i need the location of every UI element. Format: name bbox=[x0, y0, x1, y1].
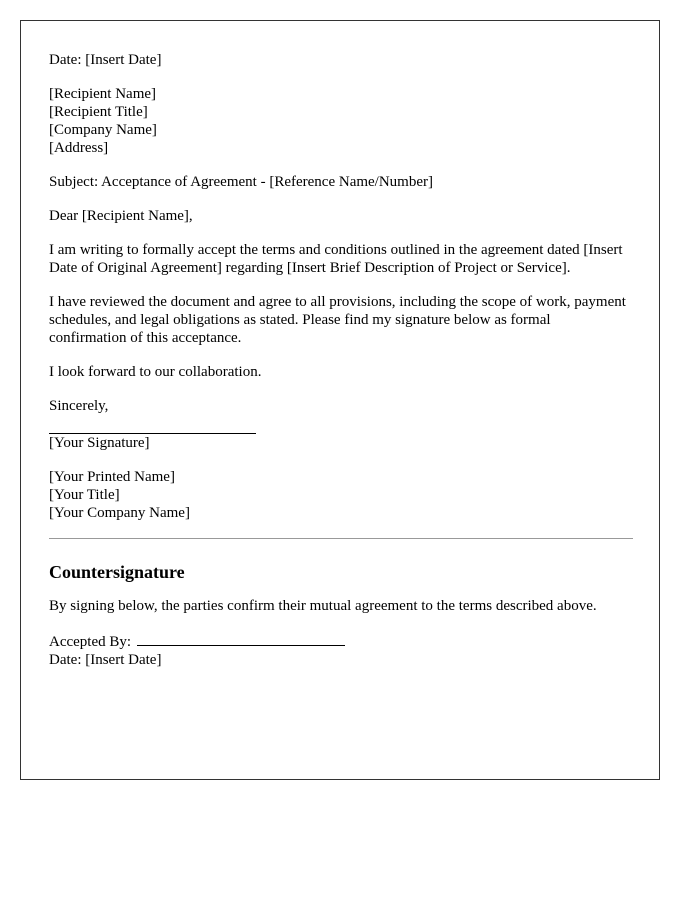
signature-label: [Your Signature] bbox=[49, 435, 150, 451]
date-line bbox=[49, 51, 631, 69]
sender-title: [Your Title] bbox=[49, 487, 120, 503]
section-divider bbox=[49, 538, 633, 539]
accepted-by-signature-line[interactable] bbox=[137, 631, 345, 646]
recipient-company: [Company Name] bbox=[49, 122, 157, 138]
recipient-block bbox=[49, 85, 631, 157]
recipient-name: [Recipient Name] bbox=[49, 86, 157, 102]
subject-line: Subject: Acceptance of Agreement - [Reference Name/Number] bbox=[49, 174, 433, 190]
countersignature-heading: Countersignature bbox=[49, 562, 185, 582]
letter-document bbox=[20, 20, 660, 780]
closing: Sincerely, bbox=[49, 398, 109, 414]
signature-block bbox=[49, 433, 631, 452]
accepted-by-row bbox=[49, 631, 631, 651]
countersignature-date: Date: [Insert Date] bbox=[49, 652, 162, 668]
sender-block bbox=[49, 468, 631, 522]
recipient-title: [Recipient Title] bbox=[49, 104, 148, 120]
sender-printed-name: [Your Printed Name] bbox=[49, 469, 175, 485]
countersignature-fields bbox=[49, 631, 631, 669]
body-paragraph-2: I have reviewed the document and agree to all provisions, including the scope of work, payment schedules, and legal obligations as stated. Please find my signature below as formal confirmation of this acceptance. bbox=[49, 294, 626, 346]
body-paragraph-3: I look forward to our collaboration. bbox=[49, 364, 262, 380]
date-text: Date: [Insert Date] bbox=[49, 52, 162, 68]
accepted-by-label: Accepted By: bbox=[49, 634, 132, 650]
countersignature-text: By signing below, the parties confirm their mutual agreement to the terms described above. bbox=[49, 598, 597, 614]
recipient-address: [Address] bbox=[49, 140, 109, 156]
body-paragraph-1: I am writing to formally accept the terms and conditions outlined in the agreement dated [Insert Date of Original Agreement] regarding [Insert Brief Description of Project or Service]. bbox=[49, 242, 623, 276]
salutation: Dear [Recipient Name], bbox=[49, 208, 193, 224]
sender-company: [Your Company Name] bbox=[49, 505, 190, 521]
